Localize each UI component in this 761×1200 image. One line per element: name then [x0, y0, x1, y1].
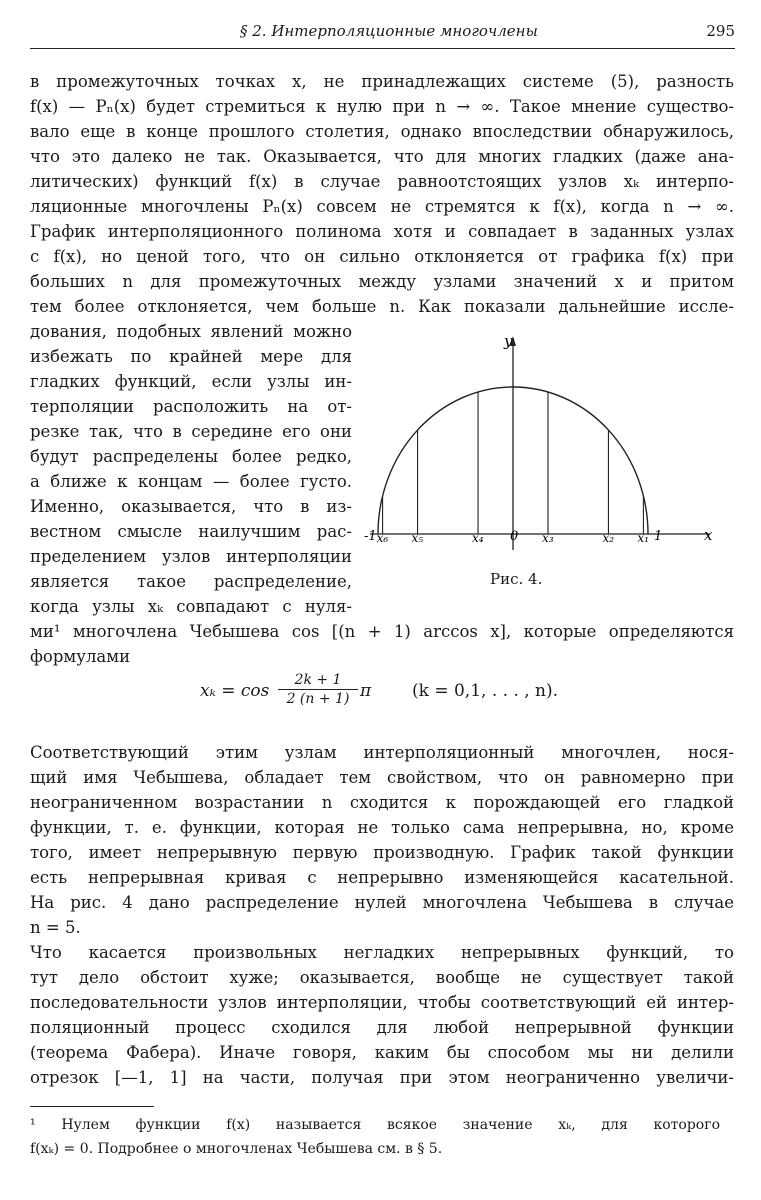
text-line: отрезок [—1, 1] на части, получая при этом неограниченно увеличи- — [30, 1068, 734, 1087]
footnote-rule — [30, 1106, 154, 1107]
tick-minus-one: -1 — [364, 529, 377, 544]
text-line: пределением узлов интерполяции — [30, 547, 352, 566]
header-rule — [30, 48, 735, 49]
footnote-line: f(xₖ) = 0. Подробнее о многочленах Чебышева см. в § 5. — [30, 1141, 443, 1157]
formula-k-range: (k = 0,1, . . . , n). — [412, 681, 559, 701]
text-line: поляционный процесс сходился для любой непрерывной функции — [30, 1018, 734, 1037]
formula-lhs: xₖ = cos — [200, 681, 270, 701]
tick-one: 1 — [654, 529, 663, 544]
text-line: является такое распределение, — [30, 572, 352, 591]
text-line: неограниченном возрастании n сходится к порождающей его гладкой — [30, 793, 734, 812]
text-line: резке так, что в середине его они — [30, 422, 352, 441]
text-line: а ближе к концам — более густо. — [30, 472, 352, 491]
node-label-3: x₃ — [541, 531, 554, 545]
x-axis-label: x — [704, 526, 713, 544]
running-header — [30, 14, 735, 46]
text-line: Что касается произвольных негладких непрерывных функций, то — [30, 943, 734, 962]
text-line: что это далеко не так. Оказывается, что для многих гладких (даже ана- — [30, 147, 734, 166]
formula-denominator: 2 (n + 1) — [286, 691, 350, 707]
text-line: функции, т. е. функции, которая не только сама непрерывна, но, кроме — [30, 818, 734, 837]
node-label-2: x₂ — [602, 531, 615, 545]
text-line: с f(x), но ценой того, что он сильно отклоняется от графика f(x) при — [30, 247, 734, 266]
text-line: вало еще в конце прошлого столетия, однако впоследствии обнаружилось, — [30, 122, 734, 141]
figure-chebyshev-nodes — [362, 330, 724, 598]
text-line: того, имеет непрерывную первую производную. График такой функции — [30, 843, 734, 862]
text-line: литических) функций f(x) в случае равноотстоящих узлов xₖ интерпо- — [30, 172, 734, 191]
text-line: есть непрерывная кривая с непрерывно изменяющейся касательной. — [30, 868, 734, 887]
text-line: Соответствующий этим узлам интерполяционный многочлен, нося- — [30, 743, 734, 762]
page-number: 295 — [706, 22, 735, 40]
text-line: вестном смысле наилучшим рас- — [30, 522, 352, 541]
node-label-1: x₁ — [637, 531, 649, 545]
text-line: На рис. 4 дано распределение нулей многочлена Чебышева в случае — [30, 893, 734, 912]
text-line: формулами — [30, 647, 131, 666]
node-label-5: x₅ — [411, 531, 424, 545]
text-line: последовательности узлов интерполяции, чтобы соответствующий ей интер- — [30, 993, 734, 1012]
formula-pi: π — [360, 681, 372, 701]
node-label-6: x₆ — [376, 531, 389, 545]
text-line: больших n для промежуточных между узлами значений x и притом — [30, 272, 734, 291]
text-line: ми¹ многочлена Чебышева cos [(n + 1) arccos x], которые определяются — [30, 622, 734, 641]
text-line: избежать по крайней мере для — [30, 347, 352, 366]
text-line: в промежуточных точках x, не принадлежащих системе (5), разность — [30, 72, 734, 91]
text-line: f(x) — Pₙ(x) будет стремиться к нулю при n → ∞. Такое мнение существо- — [30, 97, 734, 116]
tick-zero: 0 — [510, 529, 519, 544]
text-line: n = 5. — [30, 918, 81, 937]
text-line: ляционные многочлены Pₙ(x) совсем не стремятся к f(x), когда n → ∞. — [30, 197, 734, 216]
text-line: тут дело обстоит хуже; оказывается, вообще не существует такой — [30, 968, 734, 987]
text-line: тем более отклоняется, чем больше n. Как показали дальнейшие иссле- — [30, 297, 734, 316]
text-line: терполяции расположить на от- — [30, 397, 352, 416]
y-axis-label: y — [504, 332, 513, 350]
figure-caption: Рис. 4. — [490, 570, 543, 588]
formula-numerator: 2k + 1 — [278, 672, 358, 690]
text-line: Именно, оказывается, что в из- — [30, 497, 352, 516]
node-label-4: x₄ — [472, 531, 484, 545]
text-line: когда узлы xₖ совпадают с нуля- — [30, 597, 352, 616]
figure-graph — [362, 330, 724, 568]
formula-fraction — [278, 672, 358, 707]
text-line: будут распределены более редко, — [30, 447, 352, 466]
text-line: (теорема Фабера). Иначе говоря, каким бы способом мы ни делили — [30, 1043, 734, 1062]
text-line: График интерполяционного полинома хотя и совпадает в заданных узлах — [30, 222, 734, 241]
text-line: щий имя Чебышева, обладает тем свойством, что он равномерно при — [30, 768, 734, 787]
chebyshev-nodes-formula — [200, 672, 620, 722]
text-line: гладких функций, если узлы ин- — [30, 372, 352, 391]
footnote-line: ¹ Нулем функции f(x) называется всякое значение xₖ, для которого — [30, 1117, 720, 1133]
text-line: дования, подобных явлений можно — [30, 322, 352, 341]
section-title: § 2. Интерполяционные многочлены — [240, 22, 538, 40]
